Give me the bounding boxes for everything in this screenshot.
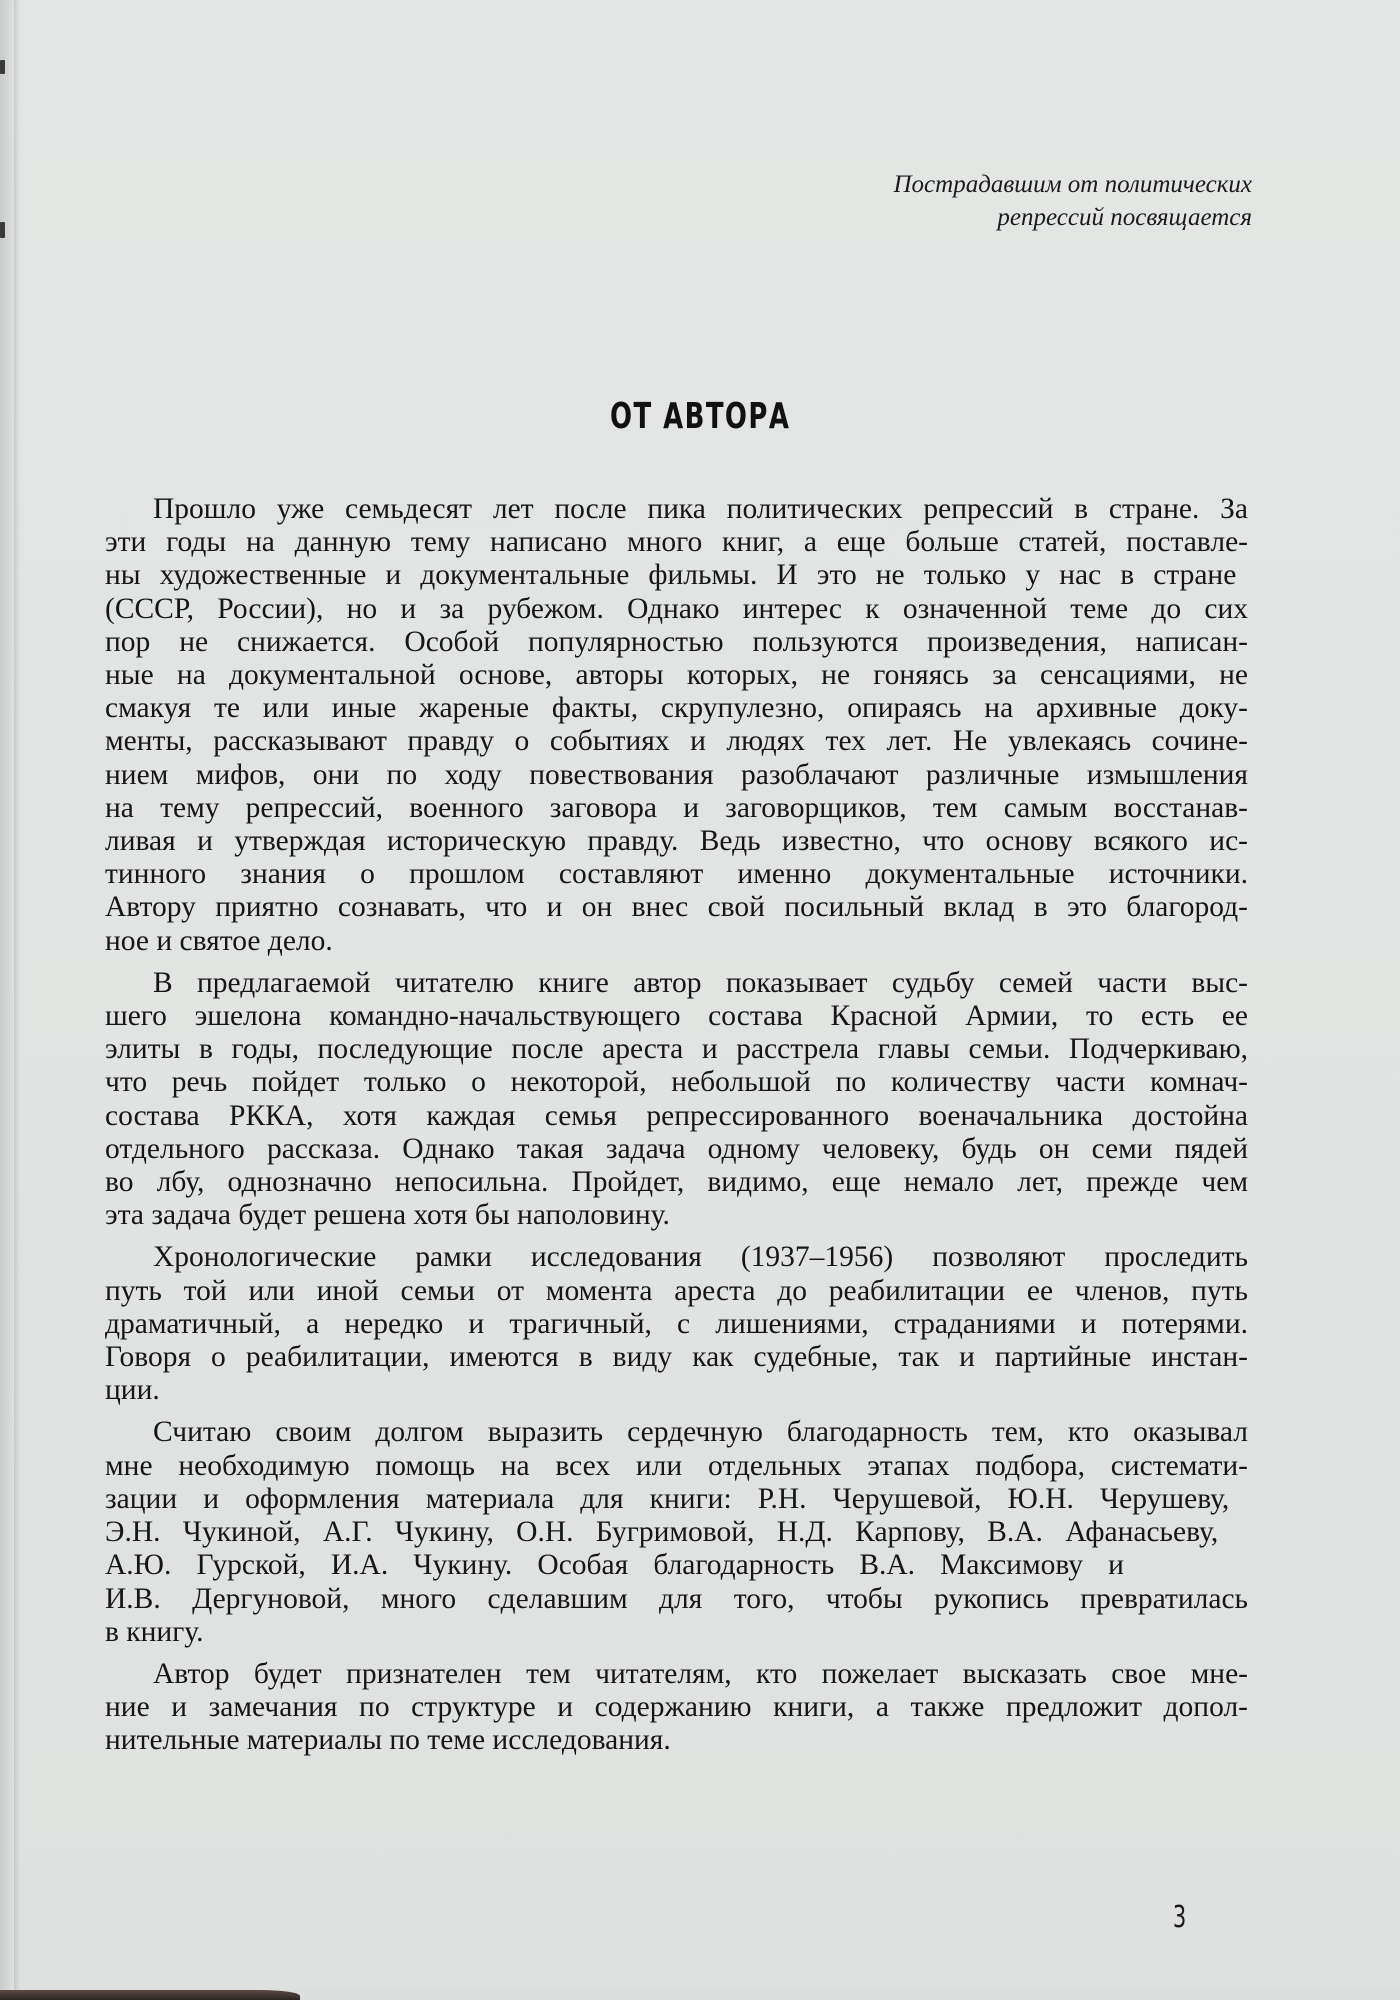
text-line: ные на документальной основе, авторы которых, не гоняясь за сенсациями, не <box>105 659 1248 692</box>
text-line: Автору приятно сознавать, что и он внес свой посильный вклад в это благород- <box>105 891 1248 924</box>
text-line: состава РККА, хотя каждая семья репрессированного военачальника достойна <box>105 1099 1248 1132</box>
page-bottom-edge <box>0 1990 300 2000</box>
text-line: зации и оформления материала для книги: Р.Н. Черушевой, Ю.Н. Черушеву, <box>105 1482 1230 1515</box>
text-line: шего эшелона командно-начальствующего состава Красной Армии, то есть ее <box>105 1000 1248 1033</box>
text-line: ливая и утверждая историческую правду. Ведь известно, что основу всякого ис- <box>105 825 1248 858</box>
text-line: эта задача будет решена хотя бы наполовину. <box>105 1199 670 1232</box>
text-line: ние и замечания по структуре и содержанию книги, а также предложит допол- <box>105 1691 1248 1724</box>
text-line: Считаю своим долгом выразить сердечную благодарность тем, кто оказывал <box>153 1416 1248 1449</box>
paragraph <box>105 1241 1248 1407</box>
text-line: В предлагаемой читателю книге автор показывает судьбу семей части выс- <box>153 966 1248 999</box>
text-line: Автор будет признателен тем читателям, кто пожелает высказать свое мне- <box>153 1657 1248 1690</box>
dedication-line: Пострадавшим от политических <box>893 171 1252 198</box>
body-text <box>105 493 1248 1758</box>
text-line: драматичный, а нередко и трагичный, с лишениями, страданиями и потерями. <box>105 1307 1248 1340</box>
text-line: на тему репрессий, военного заговора и заговорщиков, тем самым восстанав- <box>105 791 1248 824</box>
text-line: Э.Н. Чукиной, А.Г. Чукину, О.Н. Бугримовой, Н.Д. Карпову, В.А. Афанасьеву, <box>105 1516 1219 1549</box>
text-line: нительные материалы по теме исследования. <box>105 1724 671 1757</box>
paragraph <box>105 493 1248 958</box>
text-line: Прошло уже семьдесят лет после пика политических репрессий в стране. За <box>153 493 1248 525</box>
text-line: путь той или иной семьи от момента ареста до реабилитации ее членов, путь <box>105 1274 1248 1307</box>
text-line: пор не снижается. Особой популярностью пользуются произведения, написан- <box>105 625 1248 658</box>
text-line: элиты в годы, последующие после ареста и расстрела главы семьи. Подчеркиваю, <box>105 1033 1248 1066</box>
text-line: А.Ю. Гурской, И.А. Чукину. Особая благодарность В.А. Максимову и <box>105 1549 1124 1582</box>
text-line: тинного знания о прошлом составляют именно документальные источники. <box>105 858 1248 891</box>
text-line: что речь пойдет только о некоторой, небольшой по количеству части комнач- <box>105 1066 1248 1099</box>
text-line: менты, рассказывают правду о событиях и людях тех лет. Не увлекаясь сочине- <box>105 725 1248 758</box>
dedication-epigraph <box>894 168 1253 234</box>
text-line: ны художественные и документальные фильмы. И это не только у нас в стране <box>105 559 1237 592</box>
dedication-line: репрессий посвящается <box>997 204 1252 231</box>
text-line: Хронологические рамки исследования (1937–1956) позволяют проследить <box>153 1241 1248 1274</box>
text-line: И.В. Дергуновой, много сделавшим для того, чтобы рукопись превратилась <box>105 1582 1248 1615</box>
chapter-title <box>0 396 1400 437</box>
text-line: нием мифов, они по ходу повествования разоблачают различные измышления <box>105 758 1248 791</box>
page-binding-edge <box>0 0 14 2000</box>
text-line: мне необходимую помощь на всех или отдельных этапах подбора, системати- <box>105 1449 1248 1482</box>
text-line: отдельного рассказа. Однако такая задача одному человеку, будь он семи пядей <box>105 1132 1248 1165</box>
text-line: смакуя те или иные жареные факты, скрупулезно, опираясь на архивные доку- <box>105 692 1248 725</box>
paragraph <box>105 967 1248 1233</box>
paragraph <box>105 1658 1248 1758</box>
chapter-title-text: ОТ АВТОРА <box>609 396 791 437</box>
text-line: во лбу, однозначно непосильна. Пройдет, видимо, еще немало лет, прежде чем <box>105 1166 1248 1199</box>
binding-mark <box>0 60 5 74</box>
text-line: (СССР, России), но и за рубежом. Однако интерес к означенной теме до сих <box>105 592 1248 625</box>
binding-mark <box>0 222 5 238</box>
page-number: 3 <box>1172 1900 1187 1935</box>
text-line: в книгу. <box>105 1615 204 1648</box>
text-line: ное и святое дело. <box>105 924 333 957</box>
text-line: эти годы на данную тему написано много книг, а еще больше статей, поставле- <box>105 526 1248 559</box>
paragraph <box>105 1416 1248 1648</box>
text-line: ции. <box>105 1374 160 1407</box>
text-line: Говоря о реабилитации, имеются в виду как судебные, так и партийные инстан- <box>105 1341 1248 1374</box>
